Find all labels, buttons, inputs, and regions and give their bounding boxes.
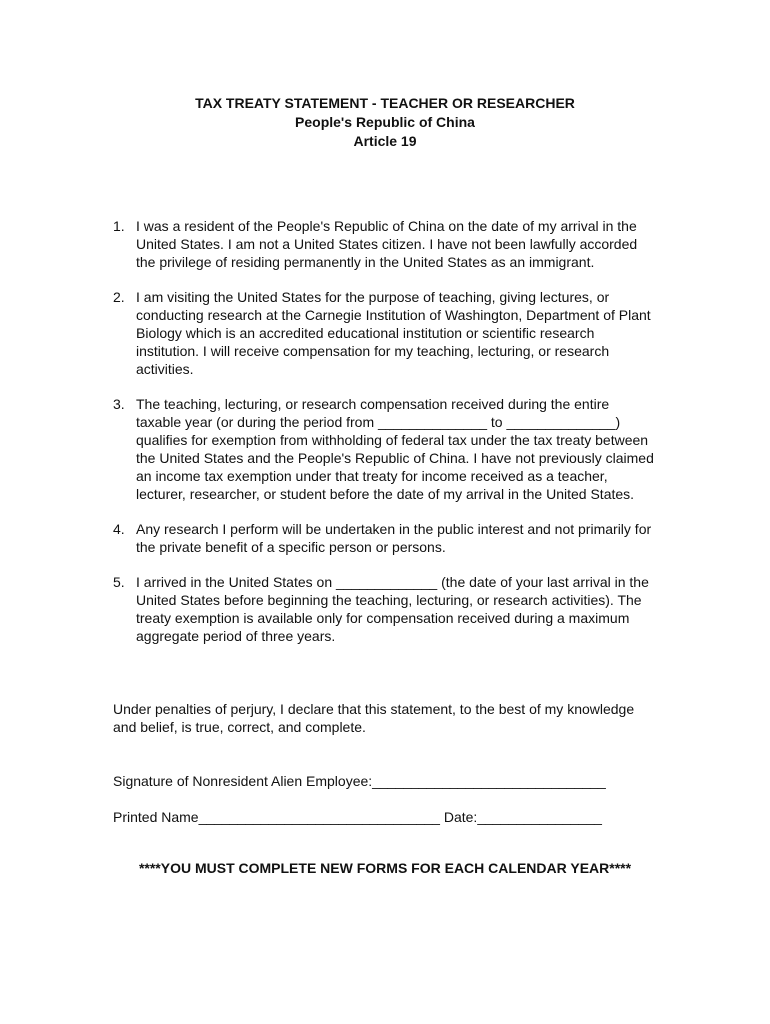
perjury-declaration: Under penalties of perjury, I declare that this statement, to the best of my knowledge and belief, is true, correct, and complete. (113, 701, 635, 735)
annual-renewal-notice: ****YOU MUST COMPLETE NEW FORMS FOR EACH CALENDAR YEAR**** (138, 860, 632, 876)
item-number: 4. (113, 521, 125, 537)
document-header (0, 94, 770, 151)
signature-line[interactable]: Signature of Nonresident Alien Employee:______________________________ (113, 773, 606, 789)
item-text: I arrived in the United States on _____________ (the date of your last arrival in the United States before beginning the teaching, lecturing, or research activities). The treaty exemption is available only for compensation received during a maximum aggregate period of three years. (136, 574, 649, 644)
statement-item-1 (113, 217, 658, 271)
article-subtitle: Article 19 (353, 133, 417, 149)
statement-item-4 (113, 520, 658, 556)
statement-item-2 (113, 288, 658, 378)
statement-item-3 (113, 395, 658, 503)
item-text: Any research I perform will be undertaken in the public interest and not primarily for the private benefit of a specific person or persons. (136, 521, 652, 555)
item-number: 1. (113, 218, 125, 234)
item-text: I was a resident of the People's Republic of China on the date of my arrival in the United States. I am not a United States citizen. I have not been lawfully accorded the privilege of residing permanently in the United States as an immigrant. (136, 218, 638, 270)
item-number: 3. (113, 396, 125, 412)
item-number: 2. (113, 289, 125, 305)
statement-item-5 (113, 573, 658, 645)
document-title: TAX TREATY STATEMENT - TEACHER OR RESEARCHER (195, 95, 575, 111)
printed-name-date-line[interactable]: Printed Name_______________________________ Date:________________ (113, 809, 602, 825)
item-text: I am visiting the United States for the purpose of teaching, giving lectures, or conducting research at the Carnegie Institution of Washington, Department of Plant Biology which is an accredited educational institution or scientific research institution. I will receive compensation for my teaching, lecturing, or research activities. (136, 289, 651, 377)
item-text: The teaching, lecturing, or research compensation received during the entire taxable year (or during the period from ______________ to ______________) qualifies for exemption from withholding of federal tax under the tax treaty between the United States and the People's Republic of China. I have not previously claimed an income tax exemption under that treaty for income received as a teacher, lecturer, researcher, or student before the date of my arrival in the United States. (136, 396, 654, 502)
item-number: 5. (113, 574, 125, 590)
country-subtitle: People's Republic of China (295, 114, 475, 130)
statement-list (113, 217, 658, 662)
